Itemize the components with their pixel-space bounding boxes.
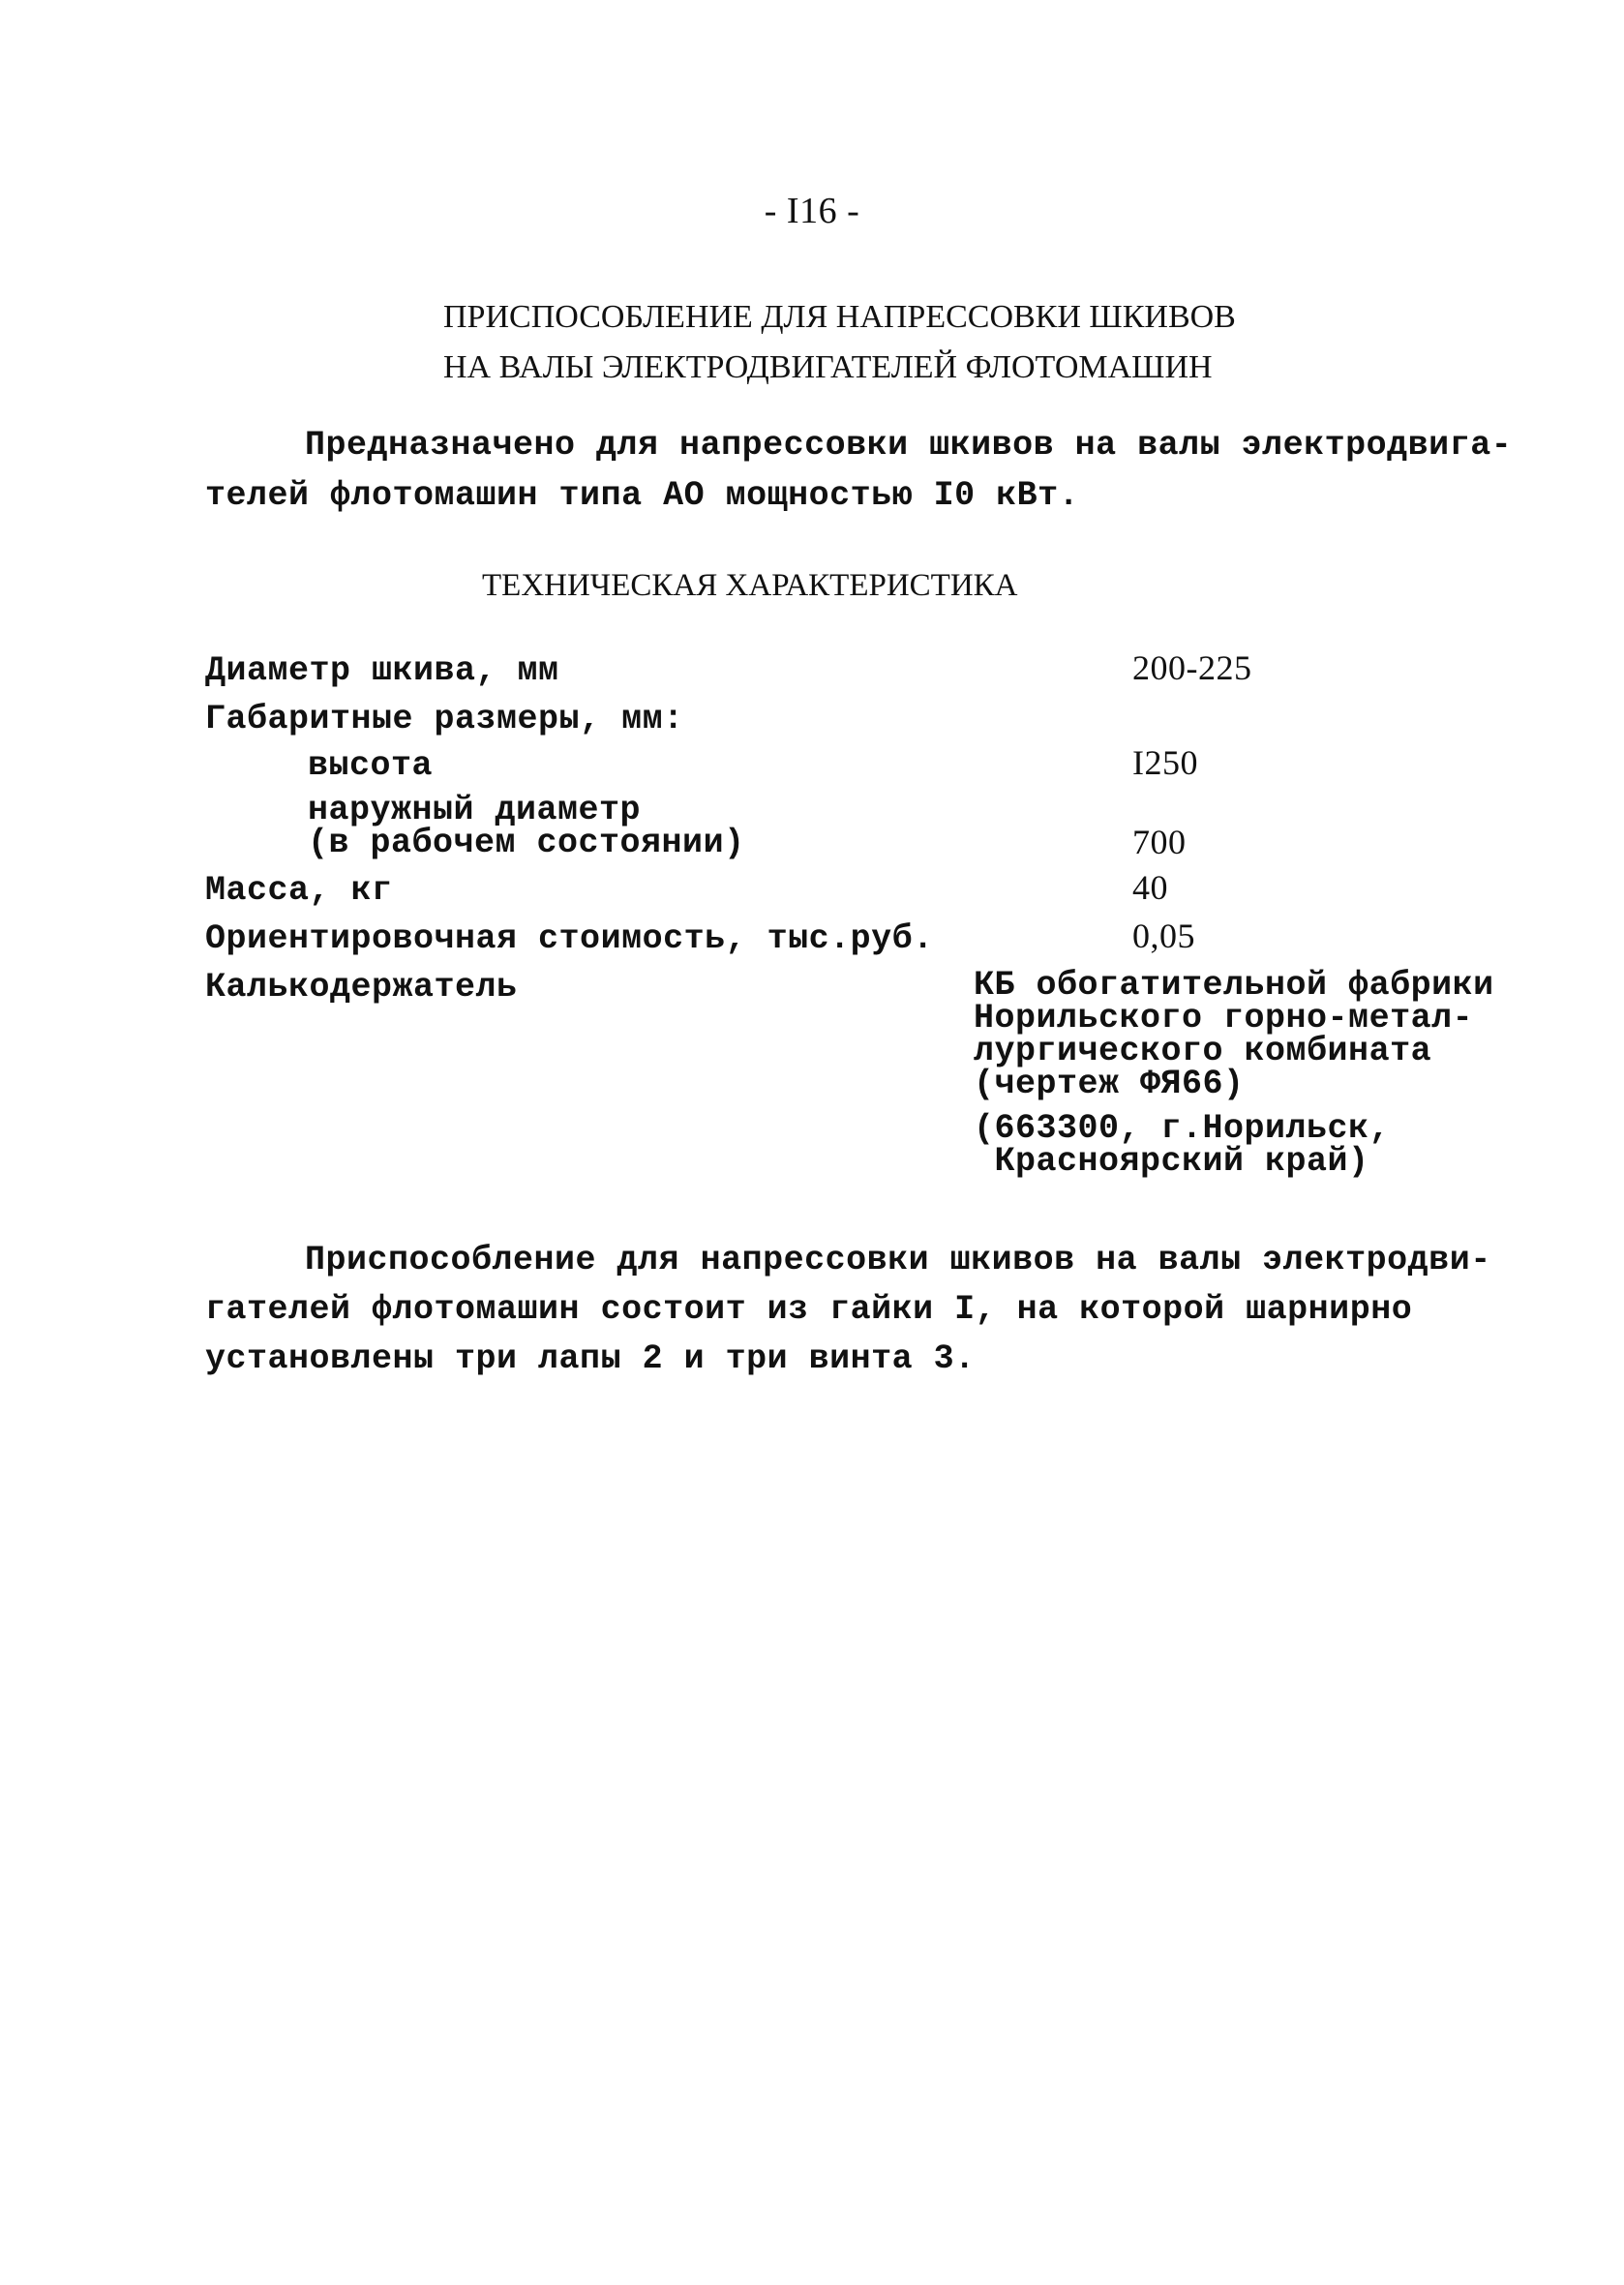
spec-mass-label: Масса, кг [205,871,393,910]
spec-cost-label: Ориентировочная стоимость, тыс.руб. [205,919,934,958]
description-line-1: Приспособление для напрессовки шкивов на валы электродви- [305,1241,1491,1279]
spec-outer-diameter-label-2: (в рабочем состоянии) [308,824,745,862]
spec-cost-value: 0,05 [1132,917,1195,955]
spec-holder-address-2: Красноярский край) [974,1142,1369,1181]
spec-holder-value-4: (чертеж ФЯ66) [974,1065,1245,1103]
title-line-1: ПРИСПОСОБЛЕНИЕ ДЛЯ НАПРЕССОВКИ ШКИВОВ [443,299,1236,335]
spec-dimensions-label: Габаритные размеры, мм: [205,700,684,738]
spec-pulley-diameter-label: Диаметр шкива, мм [205,651,559,690]
spec-outer-diameter-label-1: наружный диаметр [308,791,642,829]
spec-holder-value-1: КБ обогатительной фабрики [974,966,1494,1005]
spec-pulley-diameter-value: 200-225 [1132,648,1252,687]
title-line-2: НА ВАЛЫ ЭЛЕКТРОДВИГАТЕЛЕЙ ФЛОТОМАШИН [443,349,1213,385]
spec-holder-label: Калькодержатель [205,968,518,1007]
page-number: - I16 - [764,191,860,231]
spec-holder-value-3: лургического комбината [974,1032,1432,1070]
spec-mass-value: 40 [1132,868,1168,907]
intro-line-1: Предназначено для напрессовки шкивов на валы электродвига- [305,426,1513,465]
spec-heading: ТЕХНИЧЕСКАЯ ХАРАКТЕРИСТИКА [482,568,1018,603]
intro-line-2: телей флотомашин типа АО мощностью I0 кВт. [205,476,1080,515]
description-line-3: установлены три лапы 2 и три винта 3. [205,1339,976,1378]
spec-height-label: высота [308,746,434,785]
spec-holder-value-2: Норильского горно-метал- [974,999,1474,1037]
spec-height-value: I250 [1132,743,1198,782]
spec-holder-address-1: (663300, г.Норильск, [974,1109,1391,1148]
description-line-2: гателей флотомашин состоит из гайки I, на которой шарнирно [205,1290,1413,1329]
spec-outer-diameter-value: 700 [1132,823,1187,861]
